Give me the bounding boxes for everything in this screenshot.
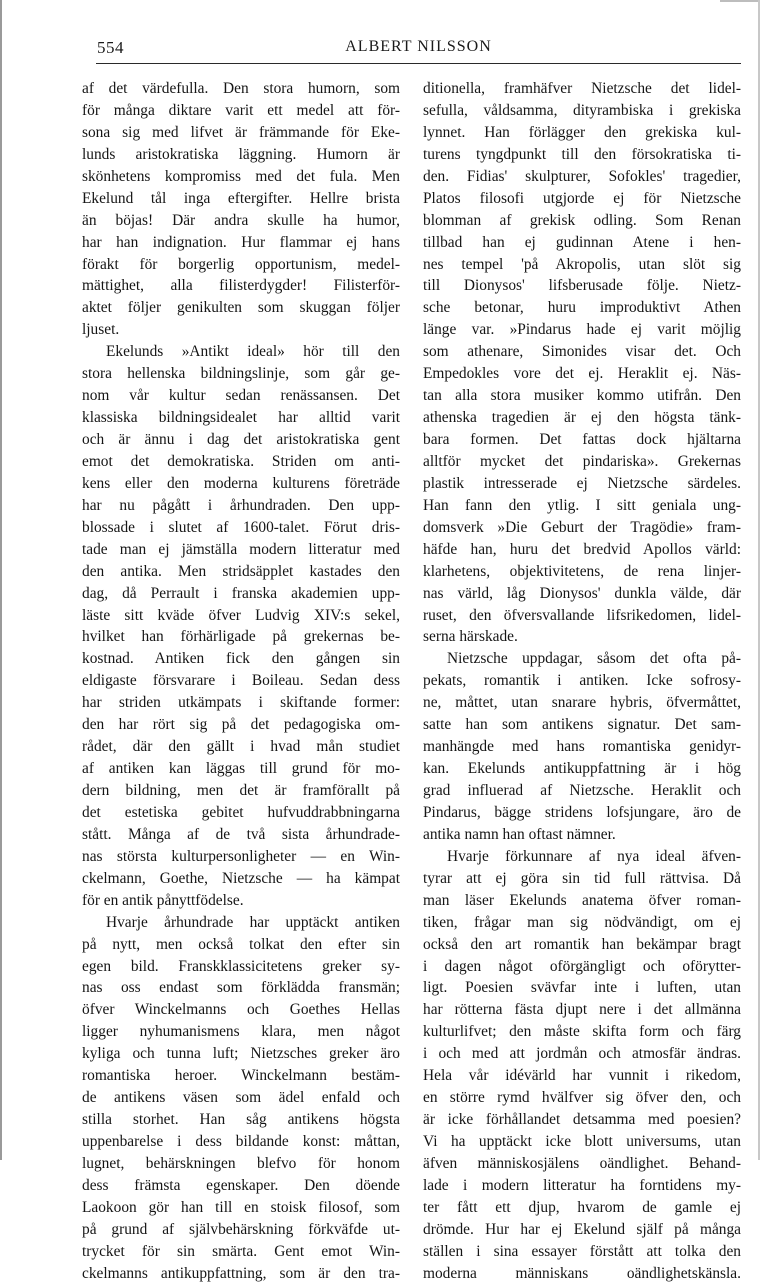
text-line: aktet följer genikulten som skuggan följer [82,299,400,317]
text-line: den antika. Men stridsäpplet kastades den [82,562,400,580]
text-line: häfde han, huru det bredvid Apollos värld: [423,540,741,558]
text-line: som athenare, Simonides visar det. Och [423,343,741,361]
text-line: ckelmanns antikuppfattning, som är den tra- [82,1264,400,1282]
text-line: Pindarus, bägge stridens lofsjungare, äro de [423,803,741,821]
text-column-left [82,78,400,1285]
text-line: den har rört sig på det pedagogiska om- [82,716,400,734]
text-line: af det värdefulla. Den stora humorn, som [82,80,400,97]
running-title: ALBERT NILSSON [345,38,492,55]
text-line: nom vår kultur sedan renässansen. Det [82,387,400,405]
text-line: Platos filosofi utgjorde ej för Nietzsche [423,189,741,207]
text-line: Hvarje förkunnare af nya ideal äfven- [447,847,741,865]
text-line: blossade i slutet af 1600-talet. Förut dris- [82,518,400,536]
text-line: till Dionysos' lifsberusade följe. Nietz- [423,277,741,295]
text-line: kostnad. Antiken fick den gången sin [82,650,400,668]
text-line: plastik intresserade ej Nietzsche särdeles. [423,474,741,492]
text-line: lunds aristokratiska läggning. Humorn är [82,145,400,163]
text-line: Han fann den ytlig. I sitt geniala ung- [423,496,741,514]
text-line: lynnet. Han förlägger den grekiska kul- [423,123,741,141]
text-line: har rötterna fästa djupt nere i det allmänna [423,1001,741,1019]
text-line: athenska tragedien är ej den högsta tänk- [423,409,741,427]
text-line: stora hellenska bildningslinje, som går ge- [82,365,400,383]
text-line: af antiken kan läggas till grund för mo- [82,760,400,778]
text-line: tillbad han ej gudinnan Atene i hen- [423,233,741,251]
text-line: stått. Många af de två sista århundrade- [82,825,400,843]
text-line: ligt. Poesien svävfar inte i luften, utan [423,979,741,997]
text-line: kyliga och tunna luft; Nietzsches greker äro [82,1045,400,1063]
text-line: för många diktare varit ett medel att för- [82,101,400,119]
text-line: alltför mycket det pindariska». Grekernas [423,452,741,470]
text-line: Hela vår idévärld har vunnit i rikedom, [423,1067,741,1085]
text-line: är icke förhållandet detsamma med poesien? [423,1111,741,1129]
text-line: pekats, romantik i antiken. Icke sofrosy- [423,672,741,690]
text-line: Hvarje århundrade har upptäckt antiken [106,913,400,931]
text-line: ter fått ett djup, hvarom de gamle ej [423,1198,741,1216]
text-line: också den art romantik han bekämpar bragt [423,935,741,953]
text-line: tyrar att ej göra sin tid full rättvisa. Då [423,869,741,887]
text-line: drömde. Hur har ej Ekelund själf på många [423,1220,741,1238]
text-line: emot det demokratiska. Striden om anti- [82,452,400,470]
text-line: har han indignation. Hur flammar ej hans [82,233,400,251]
text-line: på nytt, men också tolkat den efter sin [82,935,400,953]
scan-edge-top-right [720,0,758,2]
text-line: nas oss endast som förklädda fransmän; [82,979,400,997]
text-line: man läser Ekelunds anatema öfver roman- [423,891,741,909]
text-line: kan. Ekelunds antikuppfattning är i hög [423,760,741,778]
text-line: ne, måttet, utan snarare hybris, öfvermåttet, [423,694,741,712]
text-line: dern bildning, men det är framförallt på [82,782,400,799]
text-line: ckelmann, Goethe, Nietzsche — ha kämpat [82,869,400,887]
text-line: än böjas! Där andra skulle ha humor, [82,211,400,229]
text-line: blomman af grekisk odling. Som Renan [423,211,741,229]
text-line: i dagen något oförgängligt och oförytter- [423,957,741,975]
text-line: serna härskade. [423,628,518,646]
text-line: nas värld, låg Dionysos' dunkla välde, där [423,584,741,602]
text-line: egen bild. Franskklassicitetens greker sy- [82,957,400,975]
text-line: dag, då Perrault i franska akademien upp- [82,584,400,602]
text-line: klassiska bildningsidealet har alltid varit [82,409,400,427]
text-line: ditionella, framhäfver Nietzsche det lidel- [423,80,741,97]
text-line: uppenbarelse i dess bildande konst: måttan, [82,1133,400,1150]
header-rule [96,63,741,64]
text-line: öfver Winckelmanns och Goethes Hellas [82,1001,400,1019]
text-line: Laokoon gör han till en stoisk filosof, som [82,1198,400,1216]
text-line: hvilket han förhärligade på grekernas be- [82,628,400,646]
text-line: sche betonar, huru improduktivt Athen [423,299,741,317]
page-number: 554 [97,38,124,57]
text-line: läste sitt kväde öfver Ludvig XIV:s sekel, [82,606,400,624]
text-line: i och med att jordmån och atmosfär ändras. [423,1045,741,1063]
text-line: grad influerad af Nietzsche. Heraklit och [423,782,741,799]
text-line: nes tempel 'på Akropolis, utan slöt sig [423,255,741,273]
text-line: ruset, den öfversvallande lifsrikedomen, lidel- [423,606,741,624]
text-line: trycket för sin smärta. Gent emot Win- [82,1242,400,1260]
text-line: Nietzsche uppdagar, såsom det ofta på- [447,650,741,668]
text-line: har striden utkämpats i skiftande former: [82,694,400,712]
text-line: romantiska heroer. Winckelmann bestäm- [82,1067,400,1085]
text-line: kulturlifvet; den måste skifta form och färg [423,1023,741,1041]
text-line: eldigaste försvarare i Boileau. Sedan dess [82,672,400,690]
text-line: ligger nyhumanismens klara, men något [82,1023,400,1041]
text-line: lugnet, behärskningen blefvo för honom [82,1154,400,1172]
text-line: en större rymd hvälfver sig öfver den, och [423,1089,741,1107]
text-line: Empedokles vore det ej. Heraklit ej. Näs- [423,365,741,383]
text-line: klarhetens, objektivitetens, de rena linjer- [423,562,741,580]
text-line: tade man ej jämställa modern litteratur med [82,540,400,558]
text-line: Vi ha upptäckt icke blott universums, utan [423,1133,741,1150]
text-line: sefulla, våldsamma, dityrambiska i grekiska [423,101,741,119]
text-line: mättighet, alla filisterdygder! Filisterför- [82,277,400,295]
text-line: tan alla stora musiker kommo utifrån. Den [423,387,741,405]
text-line: äfven människosjälens oändlighet. Behand- [423,1154,741,1172]
scan-edge-left [0,0,2,1160]
text-line: det estetiska gebitet hufvuddrabbningarna [82,803,400,821]
text-line: rådet, där den gällt i hvad mån studiet [82,738,400,756]
text-line: dess främsta egenskaper. Den döende [82,1176,400,1194]
text-line: kens eller den moderna kulturens företräde [82,474,400,492]
text-line: nas största kulturpersonligheter — en Win- [82,847,400,865]
text-line: domsverk »Die Geburt der Tragödie» fram- [423,518,741,536]
text-line: sona sig med lifvet är främmande för Eke- [82,123,400,141]
text-line: turens tyngdpunkt till den försokratiska ti- [423,145,741,163]
text-line: ljuset. [82,321,120,339]
text-column-right [423,78,741,1285]
text-line: bara formen. Det fattas dock hjältarna [423,431,741,448]
text-line: moderna människans oändlighetskänsla. [423,1264,741,1282]
text-line: Ekelund tål inga eftergifter. Hellre brista [82,189,400,207]
text-line: och är ännu i dag det aristokratiska gent [82,431,400,448]
text-line: länge var. »Pindarus hade ej varit möjlig [423,321,741,339]
text-line: ställen i sina essayer förstått att tolka den [423,1242,741,1260]
text-line: lade i modern litteratur ha forntidens my- [423,1176,741,1194]
text-line: stilla storhet. Han såg antikens högsta [82,1111,400,1129]
text-line: de antikens väsen som ädel enfald och [82,1089,400,1107]
text-line: skönhetens kompromiss med det fula. Men [82,167,400,185]
text-line: tiken, frågar man sig nödvändigt, om ej [423,913,741,931]
page-header [97,36,740,66]
text-line: manhängde med hans romantiska genidyr- [423,738,741,756]
text-line: den. Fidias' skulpturer, Sofokles' tragedier, [423,167,741,185]
text-line: förakt för borgerlig opportunism, medel- [82,255,400,273]
text-line: på grund af självbehärskning förkväfde ut- [82,1220,400,1238]
text-line: satte han som antikens signatur. Det sam- [423,716,741,734]
text-line: Ekelunds »Antikt ideal» hör till den [106,343,400,361]
text-line: för en antik pånyttfödelse. [82,891,244,909]
text-line: antika namn han oftast nämner. [423,825,616,843]
text-line: har nu pågått i århundraden. Den upp- [82,496,400,514]
